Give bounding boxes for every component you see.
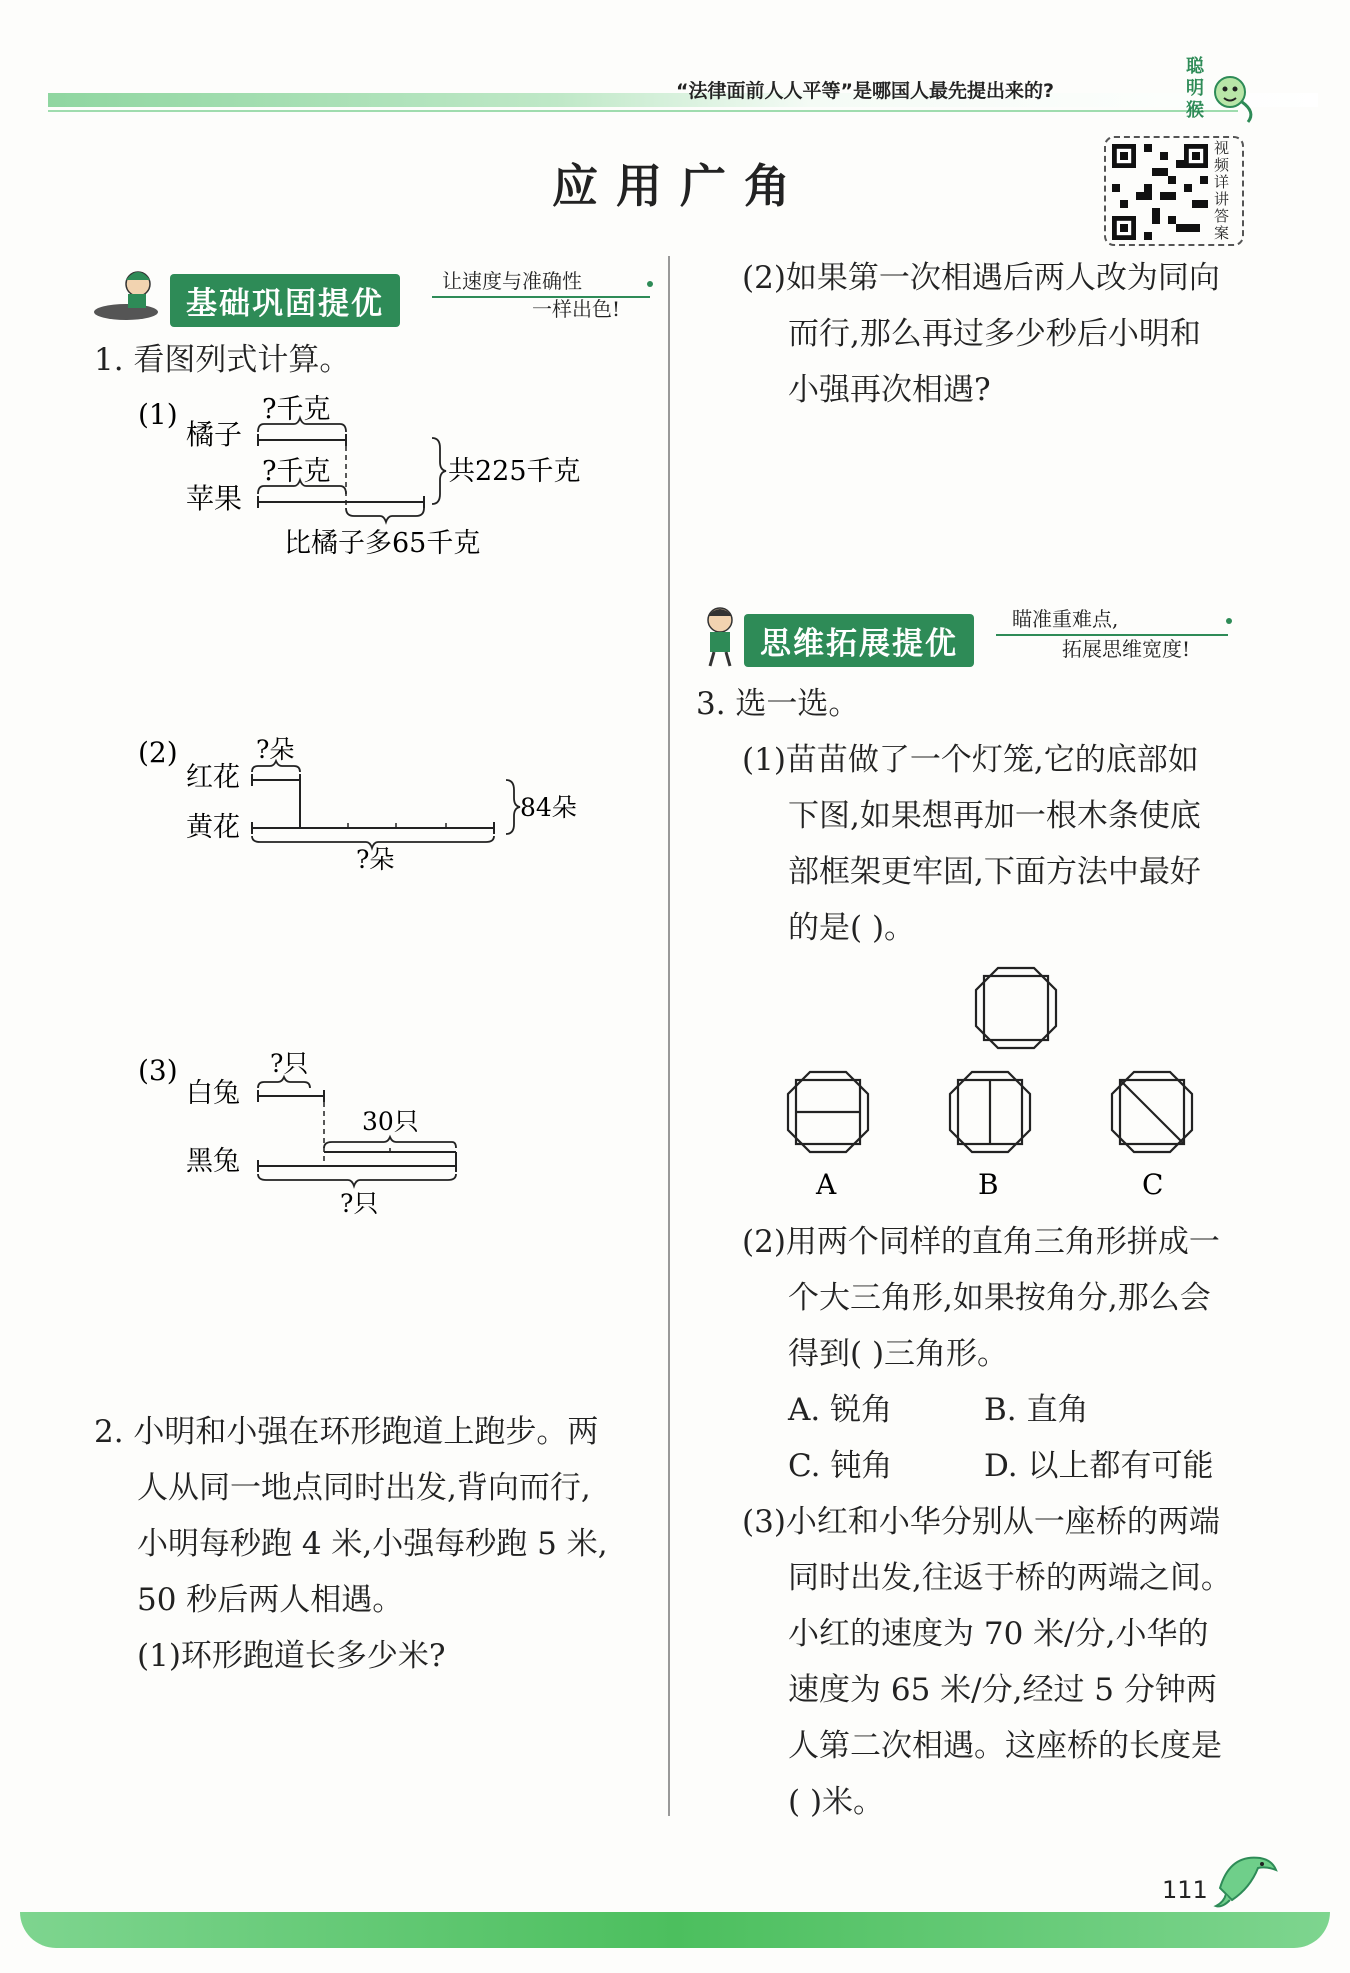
q3-p2-line-2: 个大三角形,如果按角分,那么会: [788, 1280, 1211, 1316]
d1-row2: 苹果: [186, 482, 243, 515]
d3-row1: 白兔: [186, 1078, 240, 1109]
dolphin-icon: [1210, 1848, 1280, 1914]
page-number: 111: [1162, 1876, 1208, 1904]
diagram-2: [134, 728, 614, 878]
d2-top: ?朵: [256, 735, 295, 764]
q3-p2-choice-a: A. 锐角: [788, 1392, 893, 1428]
d3-row2: 黑兔: [186, 1146, 240, 1177]
kid-icon: [696, 604, 746, 668]
d1-total: 共225千克: [448, 456, 581, 487]
qr-code[interactable]: [1104, 136, 1244, 246]
q3-p2-choice-b: B. 直角: [984, 1392, 1089, 1428]
q3-p1-line-1: (1)苗苗做了一个灯笼,它的底部如: [742, 742, 1199, 778]
q2-sub2-line-2: 而行,那么再过多少秒后小明和: [788, 316, 1201, 352]
octagon-option-c: [1112, 1072, 1192, 1152]
d2-row2: 黄花: [186, 812, 240, 843]
q3-p1-line-3: 部框架更牢固,下面方法中最好: [788, 854, 1201, 890]
q2-sub1: (1)环形跑道长多少米?: [137, 1638, 446, 1674]
q3-p2-choice-c: C. 钝角: [788, 1448, 893, 1484]
header-rule: [48, 110, 1238, 112]
section-rule-dot: [647, 281, 653, 287]
footer-band: [20, 1912, 1330, 1948]
dolphin-svg: [1210, 1848, 1280, 1914]
d3-mid: 30只: [362, 1107, 419, 1136]
octagons-svg: [780, 960, 1220, 1210]
q3-p3-line-5: 人第二次相遇。这座桥的长度是: [788, 1728, 1222, 1764]
d3-num: (3): [138, 1054, 178, 1087]
q3-p3-line-3: 小红的速度为 70 米/分,小华的: [788, 1616, 1209, 1652]
qr-caption: 视频详讲答案: [1214, 139, 1230, 242]
q2-line-2: 人从同一地点同时出发,背向而行,: [137, 1470, 591, 1506]
q2-sub2-line-3: 小强再次相遇?: [788, 372, 991, 408]
q2-line-4: 50 秒后两人相遇。: [137, 1582, 404, 1618]
header-quote: “法律面前人人平等”是哪国人最先提出来的?: [676, 80, 1054, 102]
diagram-1-svg: [134, 390, 614, 560]
q3-p2-line-1: (2)用两个同样的直角三角形拼成一: [742, 1224, 1220, 1260]
q3-p3-line-2: 同时出发,往返于桥的两端之间。: [788, 1560, 1232, 1596]
d1-diff: 比橘子多65千克: [284, 528, 481, 559]
q3-p3-line-1: (3)小红和小华分别从一座桥的两端: [742, 1504, 1220, 1540]
octagon-figures: [780, 960, 1220, 1210]
option-c-label: C: [1142, 1168, 1164, 1201]
octagon-option-a: [788, 1072, 868, 1152]
diagram-3: [134, 1048, 614, 1218]
section-rule-expand: [996, 634, 1228, 636]
qr-pattern: [1112, 144, 1208, 240]
section-label-basic: 基础巩固提优: [170, 274, 400, 327]
octagon-original: [976, 968, 1056, 1048]
section-rule-dot-2: [1226, 618, 1232, 624]
q3-p3-line-4: 速度为 65 米/分,经过 5 分钟两: [788, 1672, 1217, 1708]
q3-p2-line-3: 得到( )三角形。: [788, 1336, 1009, 1372]
q1-stem: 1. 看图列式计算。: [94, 342, 351, 378]
octagon-option-b: [950, 1072, 1030, 1152]
option-b-label: B: [978, 1168, 999, 1201]
section-slogan-expand-2: 拓展思维宽度!: [1062, 637, 1191, 661]
brand-text: 聪明猴: [1186, 56, 1204, 121]
page-title: 应用广角: [552, 159, 808, 213]
section-header-basic: [92, 266, 662, 332]
d1-top2: ?千克: [262, 456, 331, 487]
section-slogan-basic-1: 让速度与准确性: [442, 269, 582, 293]
section-header-expand: [696, 604, 1236, 670]
option-a-label: A: [816, 1168, 837, 1201]
section-slogan-expand-1: 瞄准重难点,: [1012, 607, 1119, 631]
d1-top1: ?千克: [262, 394, 331, 425]
section-label-expand: 思维拓展提优: [744, 614, 974, 667]
diagram-3-svg: [134, 1048, 614, 1218]
d2-bottom: ?朵: [356, 845, 395, 874]
d2-total: 84朵: [520, 793, 577, 822]
q2-sub2-line-1: (2)如果第一次相遇后两人改为同向: [742, 260, 1220, 296]
d1-row1: 橘子: [186, 418, 243, 451]
d3-bottom: ?只: [340, 1189, 379, 1218]
q3-p1-line-4: 的是( )。: [788, 910, 916, 946]
q2-line-3: 小明每秒跑 4 米,小强每秒跑 5 米,: [137, 1526, 608, 1562]
diagram-1: [134, 390, 614, 560]
q3-p3-line-6: ( )米。: [788, 1784, 885, 1820]
d1-num: (1): [138, 398, 178, 431]
q3-stem: 3. 选一选。: [696, 686, 860, 722]
q2-line-1: 2. 小明和小强在环形跑道上跑步。两: [94, 1414, 599, 1450]
d3-top: ?只: [270, 1049, 309, 1078]
skateboard-kid-icon: [92, 266, 172, 326]
diagram-2-svg: [134, 728, 614, 878]
column-divider: [668, 256, 670, 1816]
d2-row1: 红花: [186, 762, 240, 793]
q3-p1-line-2: 下图,如果想再加一根木条使底: [788, 798, 1201, 834]
section-rule-basic: [432, 296, 650, 298]
d2-num: (2): [138, 736, 178, 769]
section-slogan-basic-2: 一样出色!: [532, 297, 621, 321]
q3-p2-choice-d: D. 以上都有可能: [984, 1448, 1214, 1484]
